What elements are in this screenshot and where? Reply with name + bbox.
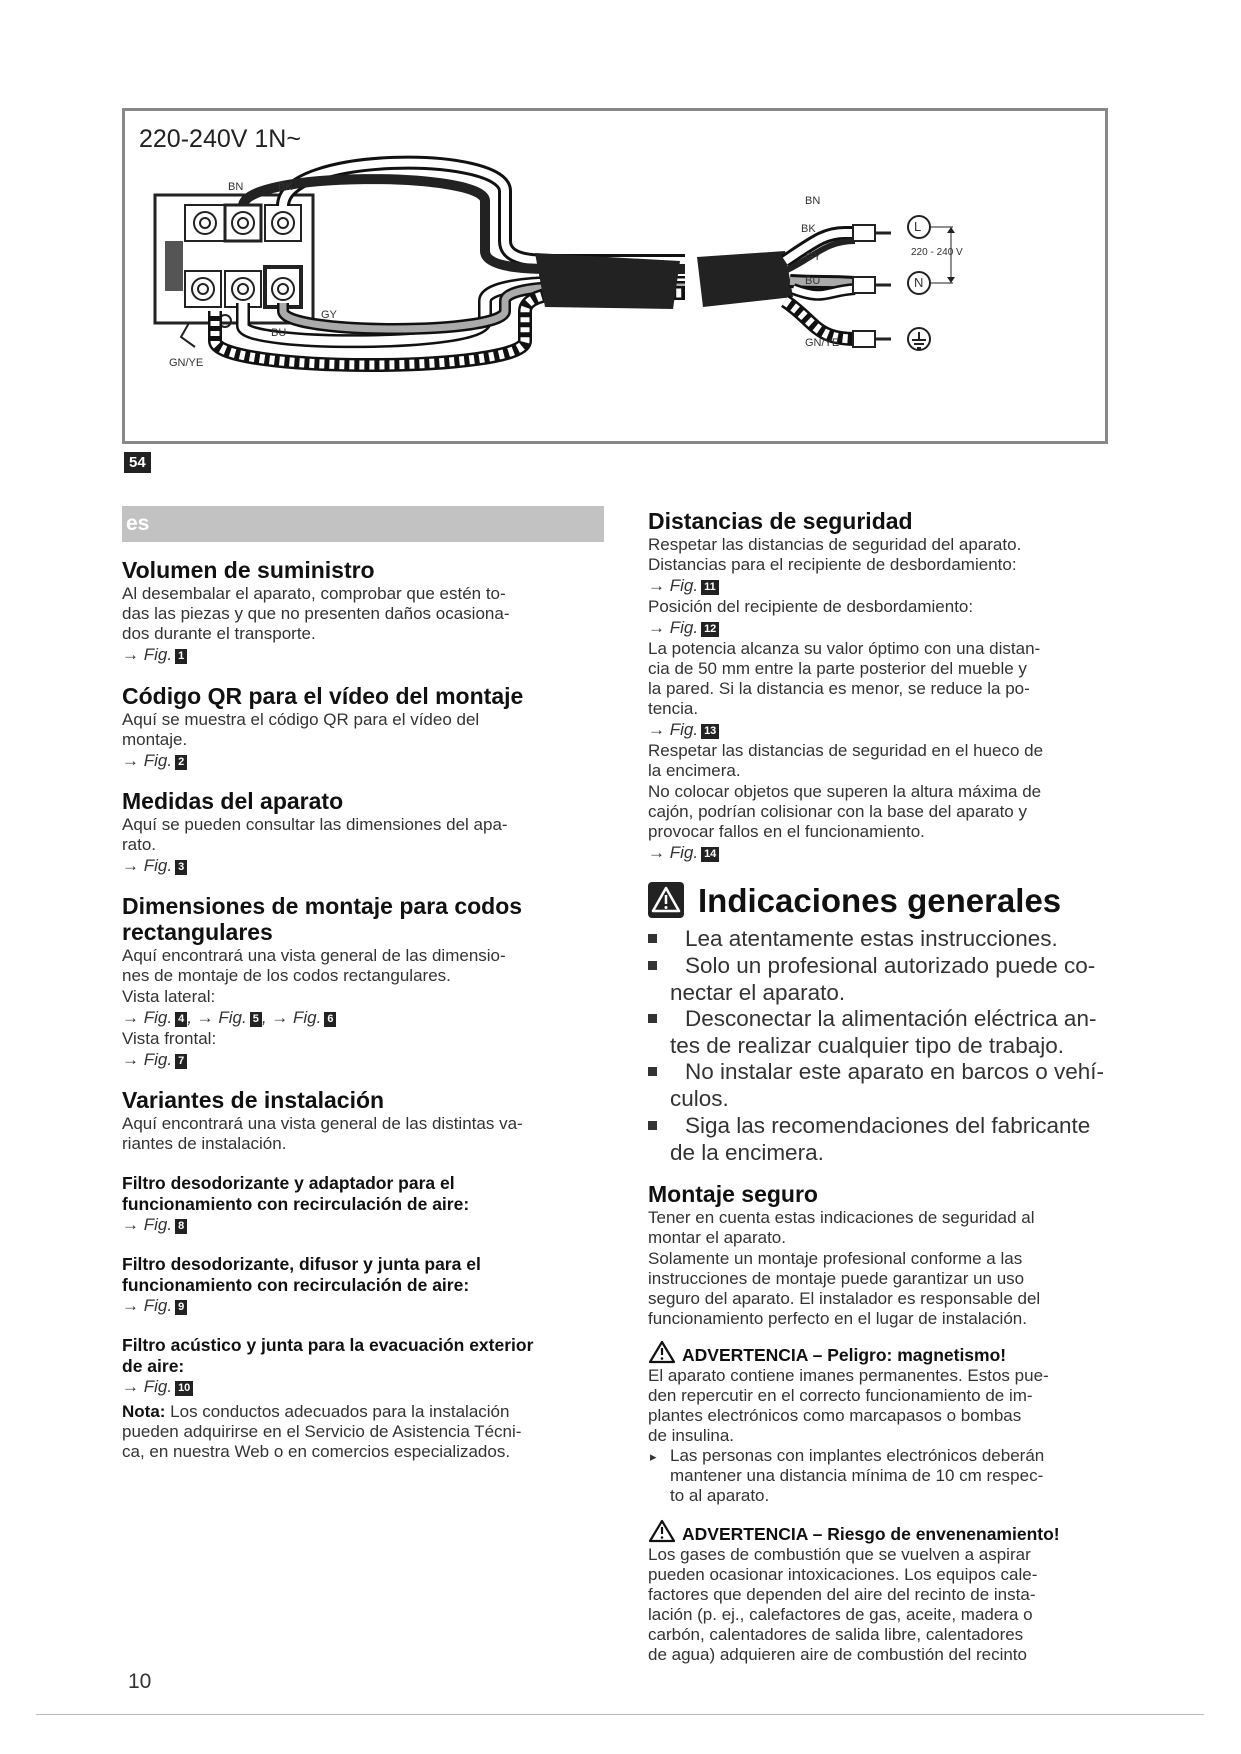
- subsection-title: funcionamiento con recirculación de aire:: [122, 1275, 470, 1295]
- figure-badge: 2: [175, 755, 187, 770]
- paragraph: tencia.: [648, 699, 699, 718]
- figure-title: 220-240V 1N~: [139, 125, 301, 153]
- figure-badge: 7: [175, 1054, 187, 1069]
- section-title: Código QR para el vídeo del montaje: [122, 683, 524, 709]
- paragraph: la pared. Si la distancia es menor, se reduce la po-: [648, 679, 1030, 698]
- page-number: 10: [128, 1670, 152, 1693]
- paragraph: plantes electrónicos como marcapasos o bombas: [648, 1406, 1022, 1425]
- paragraph: de agua) adquieren aire de combustión del recinto: [648, 1645, 1027, 1664]
- subsection-title: de aire:: [122, 1356, 185, 1376]
- warning-icon: [648, 882, 684, 918]
- paragraph: rato.: [122, 835, 157, 854]
- wiring-drawing: [125, 111, 1105, 441]
- figure-reference: → Fig. 10: [122, 1377, 193, 1397]
- figure-reference: → Fig. 4 , → Fig. 5 , → Fig. 6: [122, 1008, 336, 1028]
- voltage-label: 220 - 240 V: [911, 247, 963, 258]
- paragraph: seguro del aparato. El instalador es responsable del: [648, 1289, 1041, 1308]
- paragraph: cajón, podrían colisionar con la base del aparato y: [648, 802, 1027, 821]
- wire-label-bu: BU: [805, 275, 821, 287]
- figure-number: 54: [124, 452, 151, 473]
- paragraph: cia de 50 mm entre la parte posterior del mueble y: [648, 659, 1027, 678]
- paragraph: to al aparato.: [670, 1486, 770, 1505]
- screw-icon: [272, 212, 294, 234]
- warning-triangle-icon: [648, 1519, 676, 1543]
- paragraph: Aquí se pueden consultar las dimensiones del apa-: [122, 815, 508, 834]
- wire-label-bn: BN: [228, 181, 244, 193]
- terminal-n-label: N: [914, 275, 924, 290]
- wire-label-gnye: GN/YE: [169, 357, 204, 369]
- paragraph: montaje.: [122, 730, 188, 749]
- screw-icon: [272, 278, 294, 300]
- list-item: Siga las recomendaciones del fabricante: [648, 1112, 1090, 1139]
- clamp-icon: [165, 241, 183, 291]
- paragraph: instrucciones de montaje puede garantizar un uso: [648, 1269, 1025, 1288]
- list-item-cont: nectar el aparato.: [670, 980, 846, 1005]
- figure-badge: 9: [175, 1300, 187, 1315]
- figure-badge: 3: [175, 860, 187, 875]
- paragraph: dos durante el transporte.: [122, 624, 316, 643]
- paragraph: das las piezas y que no presenten daños ocasiona-: [122, 604, 510, 623]
- paragraph: Los gases de combustión que se vuelven a aspirar: [648, 1545, 1031, 1564]
- figure-badge: 14: [701, 847, 719, 862]
- footer-divider: [36, 1714, 1204, 1715]
- paragraph: factores que dependen del aire del recinto de insta-: [648, 1585, 1036, 1604]
- paragraph: provocar fallos en el funcionamiento.: [648, 822, 925, 841]
- paragraph: Tener en cuenta estas indicaciones de seguridad al: [648, 1208, 1035, 1227]
- wire-label-bn: BN: [805, 195, 821, 207]
- paragraph: riantes de instalación.: [122, 1134, 287, 1153]
- paragraph: Distancias para el recipiente de desbordamiento:: [648, 555, 1017, 574]
- wire-label-bk: BK: [801, 223, 816, 235]
- figure-reference: → Fig. 7: [122, 1050, 187, 1070]
- warning-triangle-icon: [648, 1340, 676, 1364]
- figure-badge: 4: [175, 1012, 187, 1027]
- paragraph: funcionamiento perfecto en el lugar de instalación.: [648, 1309, 1027, 1328]
- paragraph: pueden ocasionar intoxicaciones. Los equipos cale-: [648, 1565, 1038, 1584]
- paragraph: nes de montaje de los codos rectangulares.: [122, 966, 451, 985]
- language-code: es: [126, 512, 150, 535]
- figure-reference: → Fig. 13: [648, 720, 719, 740]
- figure-badge: 13: [701, 724, 719, 739]
- wiring-diagram: [122, 108, 1108, 444]
- figure-reference: → Fig. 1: [122, 645, 187, 665]
- paragraph: de insulina.: [648, 1426, 735, 1445]
- subsection-title: Filtro acústico y junta para la evacuación exterior: [122, 1335, 534, 1355]
- warning-heading: ADVERTENCIA – Riesgo de envenenamiento!: [648, 1519, 1060, 1545]
- bullet-arrow-icon: ▸: [650, 1449, 657, 1464]
- paragraph: Posición del recipiente de desbordamiento:: [648, 597, 974, 616]
- figure-badge: 1: [175, 649, 187, 664]
- figure-badge: 5: [250, 1012, 262, 1027]
- paragraph: Aquí encontrará una vista general de las dimensio-: [122, 946, 506, 965]
- list-item-cont: culos.: [670, 1086, 729, 1111]
- list-item: Solo un profesional autorizado puede co-: [648, 952, 1095, 979]
- figure-badge: 10: [175, 1381, 193, 1396]
- section-title: Variantes de instalación: [122, 1087, 385, 1113]
- figure-reference: → Fig. 12: [648, 618, 719, 638]
- warning-heading: ADVERTENCIA – Peligro: magnetismo!: [648, 1340, 1006, 1366]
- paragraph: Vista lateral:: [122, 987, 216, 1006]
- list-item-cont: tes de realizar cualquier tipo de trabajo.: [670, 1033, 1064, 1058]
- paragraph: lación (p. ej., calefactores de gas, aceite, madera o: [648, 1605, 1033, 1624]
- subsection-title: Filtro desodorizante, difusor y junta para el: [122, 1254, 481, 1274]
- general-heading: Indicaciones generales: [648, 882, 1061, 920]
- paragraph: Solamente un montaje profesional conforme a las: [648, 1249, 1023, 1268]
- list-item: No instalar este aparato en barcos o vehí-: [648, 1058, 1104, 1085]
- paragraph: El aparato contiene imanes permanentes. Estos pue-: [648, 1366, 1049, 1385]
- figure-reference: → Fig. 9: [122, 1296, 187, 1316]
- note-paragraph: Nota: Los conductos adecuados para la instalación: [122, 1402, 510, 1421]
- figure-reference: → Fig. 8: [122, 1215, 187, 1235]
- section-title: Montaje seguro: [648, 1181, 818, 1207]
- figure-reference: → Fig. 2: [122, 751, 187, 771]
- terminal-l-label: L: [914, 219, 922, 234]
- wire-label-gy: GY: [805, 251, 821, 263]
- section-title: Volumen de suministro: [122, 557, 375, 583]
- figure-reference: → Fig. 3: [122, 856, 187, 876]
- cable-sheath: [535, 253, 680, 309]
- paragraph: den repercutir en el correcto funcionamiento de im-: [648, 1386, 1033, 1405]
- screw-icon: [232, 278, 254, 300]
- figure-reference: → Fig. 14: [648, 843, 719, 863]
- paragraph: la encimera.: [648, 761, 741, 780]
- figure-badge: 12: [701, 622, 719, 637]
- list-item-cont: de la encimera.: [670, 1140, 824, 1165]
- section-title: Distancias de seguridad: [648, 508, 913, 534]
- paragraph: No colocar objetos que superen la altura máxima de: [648, 782, 1042, 801]
- figure-badge: 8: [175, 1219, 187, 1234]
- language-bar: [122, 506, 604, 542]
- paragraph: Aquí se muestra el código QR para el vídeo del: [122, 710, 480, 729]
- paragraph: Vista frontal:: [122, 1029, 217, 1048]
- paragraph: montar el aparato.: [648, 1228, 786, 1247]
- paragraph: La potencia alcanza su valor óptimo con una distan-: [648, 639, 1041, 658]
- screw-icon: [232, 212, 254, 234]
- paragraph: Aquí encontrará una vista general de las distintas va-: [122, 1114, 523, 1133]
- figure-badge: 11: [701, 580, 719, 595]
- subsection-title: funcionamiento con recirculación de aire:: [122, 1194, 470, 1214]
- section-title: Dimensiones de montaje para codos: [122, 893, 523, 919]
- figure-reference: → Fig. 11: [648, 576, 719, 596]
- wire-label-bk: BK: [278, 181, 293, 193]
- cable-sheath: [697, 251, 793, 307]
- screw-icon: [192, 278, 214, 300]
- paragraph: ca, en nuestra Web o en comercios especializados.: [122, 1442, 511, 1461]
- paragraph: mantener una distancia mínima de 10 cm respec-: [670, 1466, 1044, 1485]
- figure-badge: 6: [324, 1012, 336, 1027]
- list-item: Desconectar la alimentación eléctrica an-: [648, 1005, 1096, 1032]
- section-title: Medidas del aparato: [122, 788, 344, 814]
- paragraph: Al desembalar el aparato, comprobar que estén to-: [122, 584, 506, 603]
- subsection-title: Filtro desodorizante y adaptador para el: [122, 1173, 455, 1193]
- paragraph: carbón, calentadores de salida libre, calentadores: [648, 1625, 1024, 1644]
- section-title: rectangulares: [122, 919, 273, 945]
- paragraph: Respetar las distancias de seguridad del aparato.: [648, 535, 1022, 554]
- screw-icon: [194, 212, 216, 234]
- list-item: Lea atentamente estas instrucciones.: [648, 925, 1058, 952]
- paragraph: pueden adquirirse en el Servicio de Asistencia Técni-: [122, 1422, 522, 1441]
- wire-label-gnye: GN/YE: [805, 337, 840, 349]
- wire-label-gy: GY: [321, 309, 337, 321]
- paragraph: Respetar las distancias de seguridad en el hueco de: [648, 741, 1044, 760]
- paragraph: Las personas con implantes electrónicos deberán: [670, 1446, 1045, 1465]
- wire-label-bu: BU: [271, 327, 287, 339]
